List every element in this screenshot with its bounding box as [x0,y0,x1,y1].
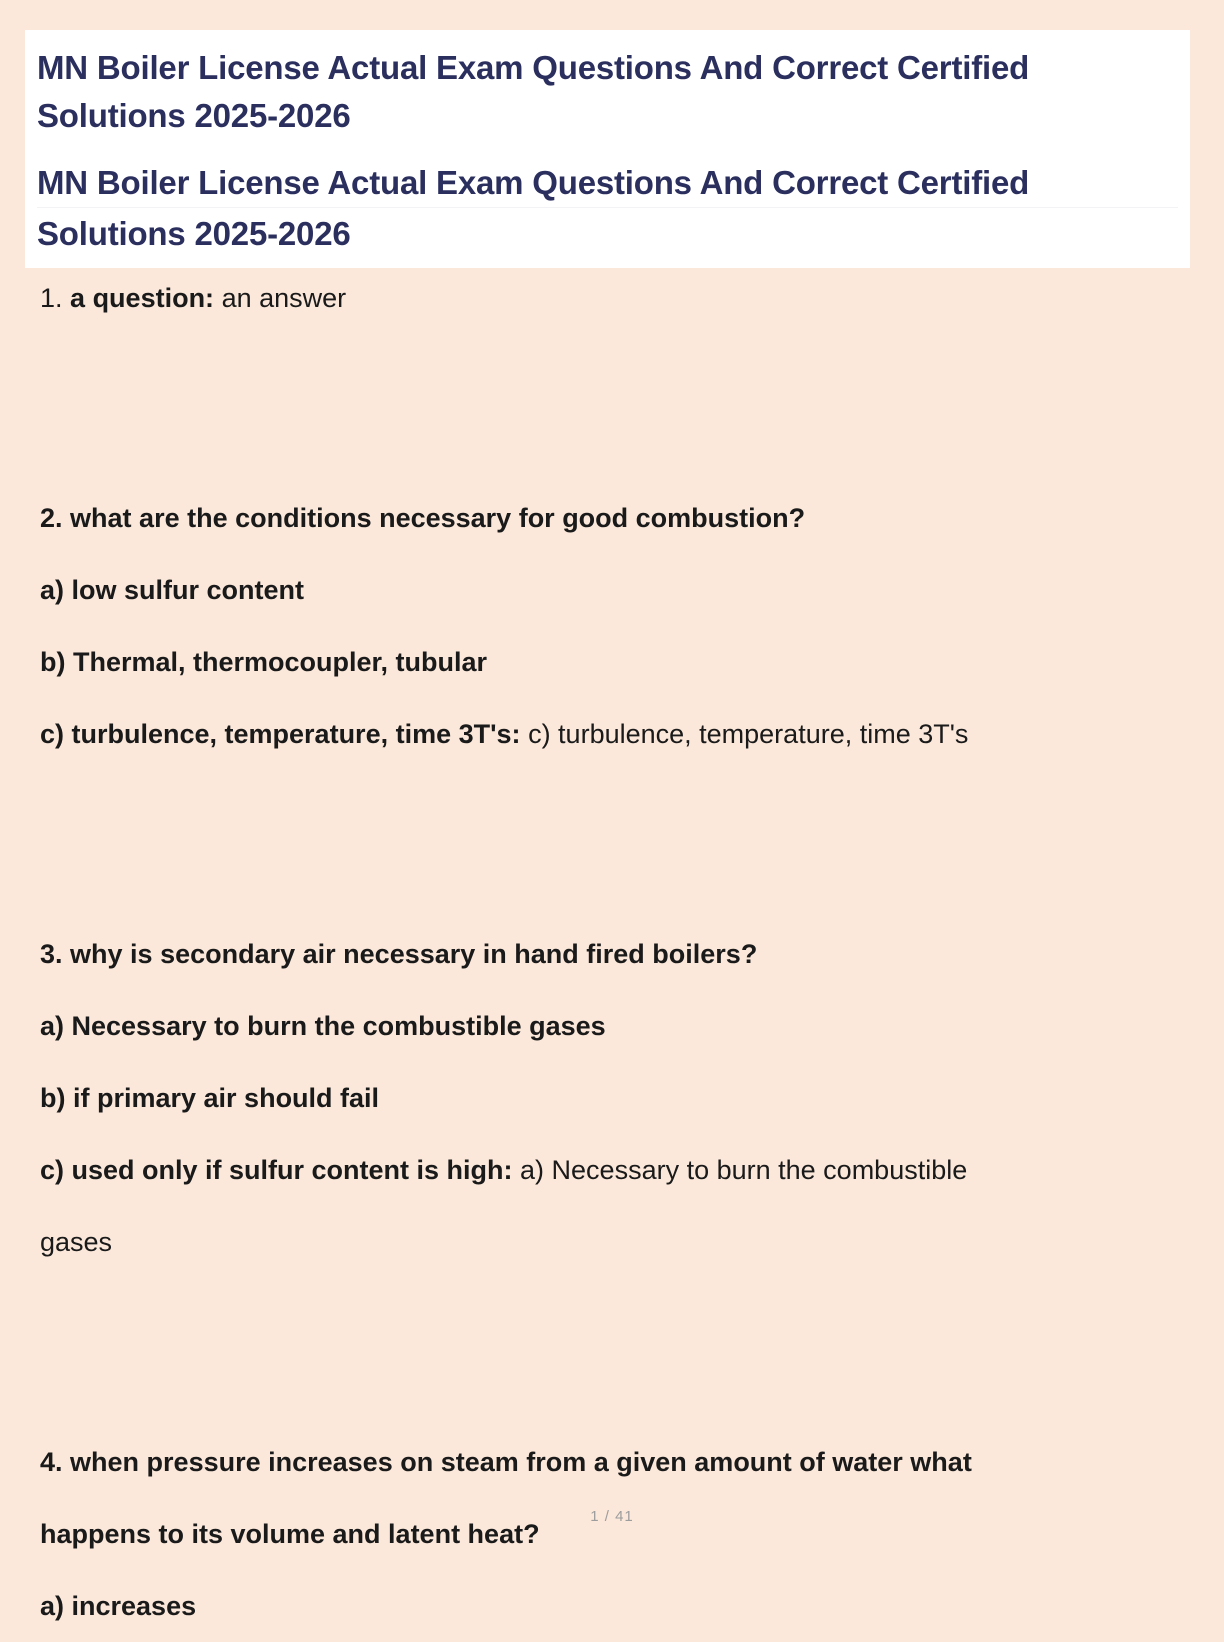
question-2-number: 2. [40,503,63,533]
question-2-prompt-text: what are the conditions necessary for good combustion? [70,503,806,533]
title-banner-primary-line1: MN Boiler License Actual Exam Questions And Correct Certified [37,49,1030,86]
question-list [0,262,1224,1642]
title-banner-secondary [25,145,1190,268]
question-1-answer: an answer [221,283,347,313]
question-4-prompt-line2: happens to its volume and latent heat? [40,1519,540,1549]
question-2-prompt [0,482,1224,554]
question-1-number: 1. [40,283,63,313]
question-item-3 [0,918,1224,1278]
question-3-answer: a) Necessary to burn the combustible [520,1155,968,1185]
question-2-option-c: c) turbulence, temperature, time 3T's: [40,719,521,749]
title-banner-secondary-line2: Solutions 2025-2026 [37,207,1178,258]
question-3-prompt-text: why is secondary air necessary in hand fired boilers? [70,939,758,969]
question-3-option-a: a) Necessary to burn the combustible gases [40,1011,606,1041]
question-3-answer-continuation: gases [40,1227,113,1257]
question-1-line [0,262,1224,334]
question-4-prompt-line1 [0,1426,1224,1498]
question-2-answer: c) turbulence, temperature, time 3T's [528,719,969,749]
question-4-prompt-text: when pressure increases on steam from a given amount of water what [70,1447,972,1477]
question-item-4 [0,1426,1224,1642]
title-banner-primary [25,30,1190,150]
block-spacer [0,334,1224,482]
question-3-option-c-answer [0,1134,1224,1206]
question-3-option-c: c) used only if sulfur content is high: [40,1155,513,1185]
question-3-number: 3. [40,939,63,969]
question-item-1 [0,262,1224,334]
question-4-number: 4. [40,1447,63,1477]
question-3-prompt [0,918,1224,990]
question-4-option-a: a) increases [40,1591,197,1621]
title-banner-secondary-line1: MN Boiler License Actual Exam Questions And Correct Certified [37,164,1030,201]
question-item-2 [0,482,1224,770]
title-banner-primary-line2: Solutions 2025-2026 [37,97,351,134]
question-3-option-b: b) if primary air should fail [40,1083,380,1113]
question-2-option-a: a) low sulfur content [40,575,305,605]
question-2-option-c-answer [0,698,1224,770]
question-1-prompt: a question: [70,283,215,313]
block-spacer [0,770,1224,918]
block-spacer [0,1278,1224,1426]
question-2-option-b: b) Thermal, thermocoupler, tubular [40,647,488,677]
page-number-footer: 1 / 41 [590,1508,634,1525]
